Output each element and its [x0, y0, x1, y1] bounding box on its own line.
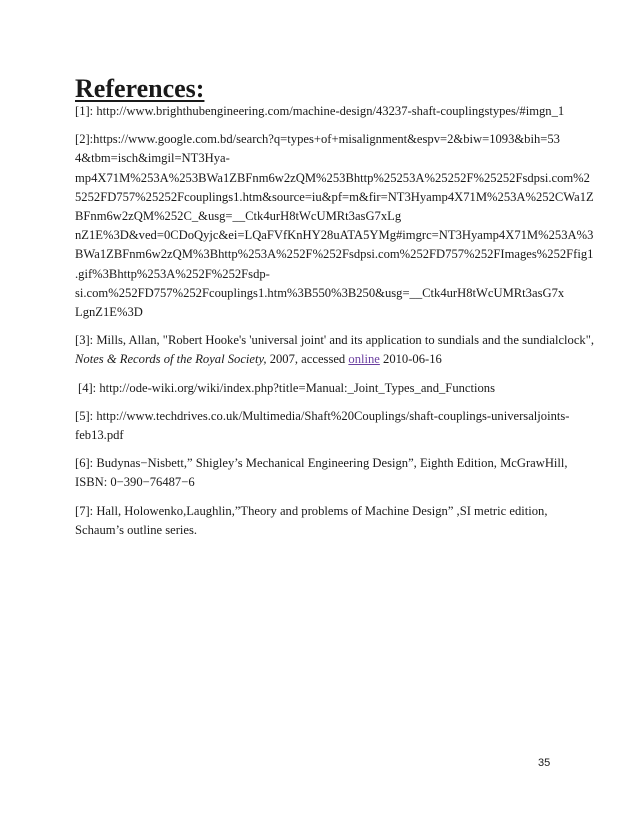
reference-line: nZ1E%3D&ved=0CDoQyjc&ei=LQaFVfKnHY28uATA5YMg#imgrc=NT3Hyamp4X71M%253A%3 — [75, 228, 594, 243]
page-number: 35 — [538, 757, 551, 769]
reference-line: si.com%252FD757%252Fcouplings1.htm%3B550%3B250&usg=__Ctk4urH8tWcUMRt3asG7x — [75, 285, 565, 300]
reference-2 — [75, 130, 615, 322]
reference-line: BWa1ZBFnm6w2zQM%3Bhttp%253A%252F%252Fsdpsi.com%252FD757%252FImages%252Ffig1 — [75, 247, 594, 262]
reference-5 — [75, 407, 615, 445]
reference-4 — [75, 379, 615, 398]
reference-line: ISBN: 0−390−76487−6 — [75, 475, 195, 490]
reference-1 — [75, 102, 615, 121]
online-link[interactable]: online — [348, 352, 380, 367]
reference-line: 4&tbm=isch&imgil=NT3Hya- — [75, 151, 230, 166]
access-date: 2010-06-16 — [379, 352, 442, 367]
reference-line: Schaum’s outline series. — [75, 522, 198, 537]
publication-year: 2007, accessed — [266, 352, 349, 367]
reference-line: [2]:https://www.google.com.bd/search?q=types+of+misalignment&espv=2&biw=1093&bih=53 — [75, 132, 560, 147]
reference-line: [3]: Mills, Allan, "Robert Hooke's 'universal joint' and its application to sundials and the sundialclock", — [75, 333, 595, 348]
reference-6 — [75, 454, 615, 492]
references-heading: References: — [75, 74, 205, 103]
reference-line: [1]: http://www.brighthubengineering.com/machine-design/43237-shaft-couplingstypes/#imgn_1 — [75, 104, 565, 118]
reference-7 — [75, 502, 615, 540]
reference-line: [7]: Hall, Holowenko,Laughlin,”Theory and problems of Machine Design” ,SI metric edition, — [75, 503, 548, 518]
reference-line: [6]: Budynas−Nisbett,” Shigley’s Mechanical Engineering Design”, Eighth Edition, McGrawHill, — [75, 456, 568, 471]
reference-3 — [75, 331, 615, 369]
reference-line: feb13.pdf — [75, 428, 124, 443]
reference-line: LgnZ1E%3D — [75, 305, 143, 320]
reference-list — [75, 102, 615, 549]
reference-line: [5]: http://www.techdrives.co.uk/Multimedia/Shaft%20Couplings/shaft-couplings-universaljoints- — [75, 408, 570, 423]
reference-line: .gif%3Bhttp%253A%252F%252Fsdp- — [75, 266, 270, 281]
reference-line: [4]: http://ode-wiki.org/wiki/index.php?title=Manual:_Joint_Types_and_Functions — [78, 380, 495, 395]
reference-line: mp4X71M%253A%253BWa1ZBFnm6w2zQM%253Bhttp%25253A%25252F%25252Fsdpsi.com%2 — [75, 170, 590, 185]
reference-line: BFnm6w2zQM%252C_&usg=__Ctk4urH8tWcUMRt3asG7xLg — [75, 209, 402, 224]
journal-name: Notes & Records of the Royal Society, — [75, 352, 267, 367]
reference-line — [75, 350, 615, 369]
reference-line: 5252FD757%25252Fcouplings1.htm&source=iu&pf=m&fir=NT3Hyamp4X71M%253A%252CWa1Z — [75, 189, 594, 204]
